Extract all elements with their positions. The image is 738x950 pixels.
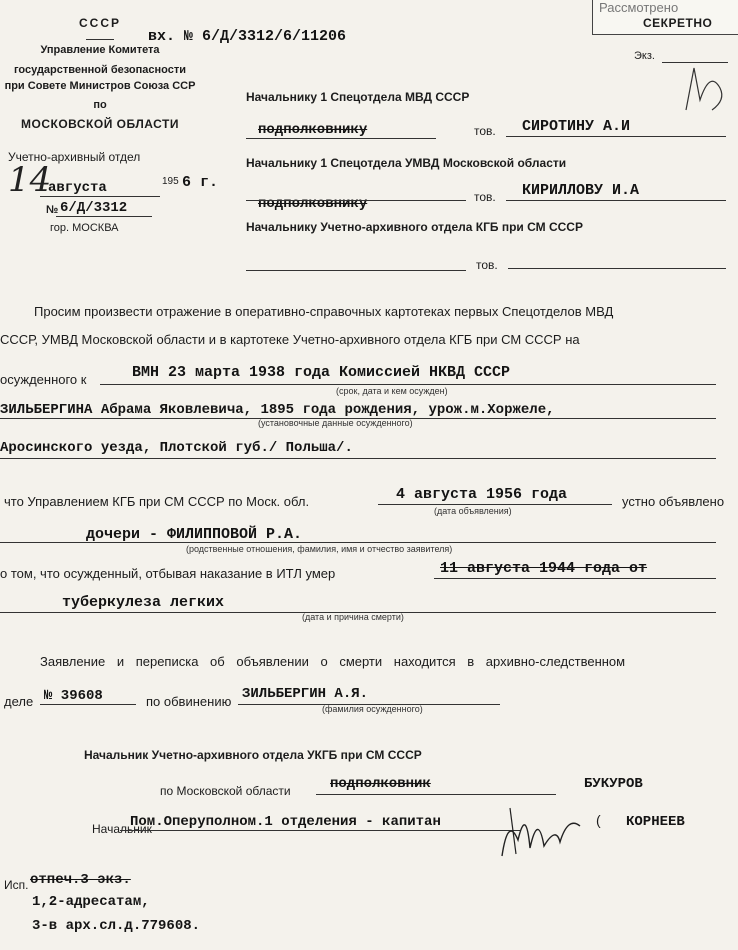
- footer-line-1: отпеч.3 экз.: [30, 872, 131, 888]
- archive-statement: Заявление и переписка об объявлении о смерти находится в архивно-следственном: [40, 654, 626, 669]
- issuer-department: Учетно-архивный отдел: [8, 150, 141, 164]
- relative-hint: (родственные отношения, фамилия, имя и отчество заявителя): [186, 544, 453, 554]
- recipient-1-name-line: [506, 136, 726, 137]
- copy-label: Экз.: [634, 50, 655, 62]
- death-date: 11 августа 1944 года от: [440, 560, 648, 577]
- recipient-3-name-line: [508, 268, 726, 269]
- announce-suffix: устно объявлено: [622, 494, 725, 509]
- recipient-3-tov: тов.: [476, 258, 498, 272]
- person-hint: (установочные данные осужденного): [258, 418, 413, 428]
- accusation-label: по обвинению: [146, 694, 232, 709]
- issuer-city: гор. МОСКВА: [50, 222, 119, 234]
- footer-line-2: 1,2-адресатам,: [32, 894, 150, 910]
- date-month: августа: [48, 180, 107, 196]
- sentence-hint: (срок, дата и кем осужден): [336, 386, 448, 396]
- case-number-line: [40, 704, 136, 705]
- convicted-label: осужденного к: [0, 372, 87, 387]
- issuer-org-line-4: по: [93, 99, 107, 111]
- sentence-text: ВМН 23 марта 1938 года Комиссией НКВД СССР: [132, 364, 511, 381]
- date-underline: [40, 196, 160, 197]
- number-label: №: [46, 204, 59, 216]
- person-continued: Аросинского уезда, Плотской губ./ Польша/.: [0, 440, 353, 456]
- footer-label: Исп.: [4, 878, 29, 892]
- recipient-2-name-line: [506, 200, 726, 201]
- issuer-country: СССР: [78, 16, 121, 30]
- announce-date-line: [378, 504, 612, 505]
- incoming-number: вх. № 6/Д/3312/6/11206: [148, 28, 347, 45]
- head-name: БУКУРОВ: [584, 776, 643, 792]
- number-underline: [56, 216, 152, 217]
- outgoing-number: 6/Д/3312: [60, 200, 128, 216]
- announce-date: 4 августа 1956 года: [396, 486, 568, 503]
- recipient-1-rank: подполковнику: [258, 122, 368, 138]
- recipient-3-rank-line: [246, 270, 466, 271]
- stamp-box: [592, 0, 738, 35]
- person-cont-line: [0, 458, 716, 459]
- announce-prefix: что Управлением КГБ при СМ СССР по Моск. обл.: [4, 494, 310, 509]
- issuer-org-line-3: при Совете Министров Союза ССР: [4, 80, 196, 92]
- second-title-prefix: Начальник: [92, 822, 152, 836]
- person-text: ЗИЛЬБЕРГИНА Абрама Яковлевича, 1895 года рождения, урож.м.Хоржеле,: [0, 402, 555, 418]
- head-title-line-2: по Московской области: [160, 784, 291, 798]
- secrecy-mark: СЕКРЕТНО: [643, 16, 713, 30]
- death-date-line: [434, 578, 716, 579]
- accused-name: ЗИЛЬБЕРГИН А.Я.: [242, 686, 369, 702]
- stamp-label: Рассмотрено: [599, 0, 679, 15]
- footer-line-3: 3-в арх.сл.д.779608.: [32, 918, 201, 934]
- date-year-prefix: 195: [162, 176, 179, 187]
- recipient-2-tov: тов.: [474, 190, 496, 204]
- issuer-org-line-2: государственной безопасности: [13, 64, 187, 76]
- case-label: деле: [4, 694, 34, 709]
- head-rank: подполковник: [330, 776, 431, 792]
- second-name-bracket: (: [596, 812, 601, 828]
- second-name: КОРНЕЕВ: [626, 814, 685, 830]
- head-title-line-1: Начальник Учетно-архивного отдела УКГБ при СМ СССР: [84, 748, 422, 762]
- date-day: 14: [8, 160, 52, 200]
- relative-text: дочери - ФИЛИППОВОЙ Р.А.: [86, 526, 303, 543]
- recipient-1-title: Начальнику 1 Спецотдела МВД СССР: [246, 90, 470, 104]
- head-rank-line: [316, 794, 556, 795]
- request-line-2: СССР, УМВД Московской области и в картотеке Учетно-архивного отдела КГБ при СМ СССР на: [0, 332, 580, 347]
- recipient-1-rank-line: [246, 138, 436, 139]
- relative-line: [0, 542, 716, 543]
- sentence-line: [100, 384, 716, 385]
- recipient-1-name: СИРОТИНУ А.И: [522, 118, 631, 135]
- recipient-1-tov: тов.: [474, 124, 496, 138]
- country-underline: [86, 39, 114, 40]
- death-prefix: о том, что осужденный, отбывая наказание в ИТЛ умер: [0, 566, 336, 581]
- issuer-org-line-1: Управление Комитета: [40, 44, 160, 56]
- recipient-2-rank-line: [246, 200, 466, 201]
- accused-hint: (фамилия осужденного): [322, 704, 423, 714]
- recipient-2-title: Начальнику 1 Спецотдела УМВД Московской области: [246, 156, 567, 170]
- recipient-2-name: КИРИЛЛОВУ И.А: [522, 182, 640, 199]
- death-cause: туберкулеза легких: [62, 594, 225, 611]
- signature-icon: [496, 796, 586, 866]
- handwritten-mark-icon: [680, 60, 730, 120]
- case-number: № 39608: [44, 688, 103, 704]
- person-line: [0, 418, 716, 419]
- recipient-3-title: Начальнику Учетно-архивного отдела КГБ при СМ СССР: [246, 220, 583, 234]
- request-line-1: Просим произвести отражение в оперативно-справочных картотеках первых Спецотделов МВД: [34, 304, 614, 319]
- second-title: Пом.Оперуполном.1 отделения - капитан: [130, 814, 441, 830]
- death-hint: (дата и причина смерти): [302, 612, 404, 622]
- announce-date-hint: (дата объявления): [434, 506, 512, 516]
- issuer-org-line-5: МОСКОВСКОЙ ОБЛАСТИ: [21, 117, 179, 131]
- date-year-suffix: 6 г.: [182, 174, 219, 191]
- second-title-line: [120, 830, 520, 831]
- recipient-2-rank: подполковнику: [258, 196, 368, 212]
